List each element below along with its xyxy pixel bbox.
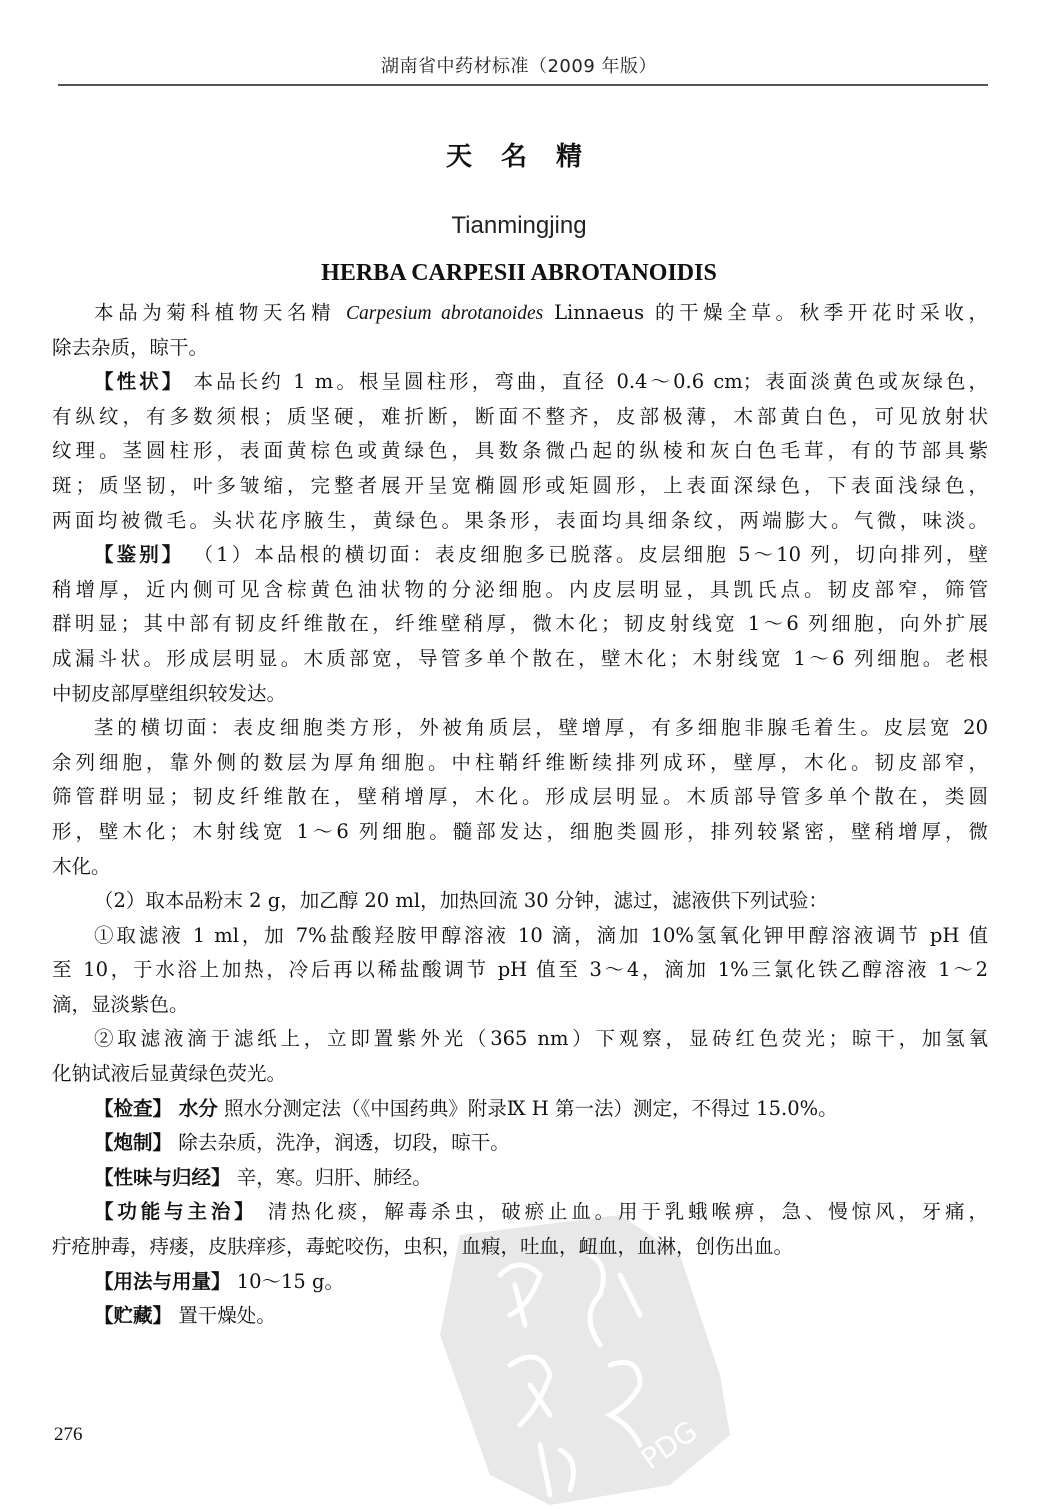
section-paozhi: 【炮制】 除去杂质，洗净，润透，切段，晾干。 [94,1131,510,1155]
text-line: 滴，显淡紫色。 [52,992,189,1016]
text-line: 筛管群明显；韧皮纤维散在，壁稍增厚，木化。形成层明显。木质部导管多单个散在，类圆 [52,785,988,809]
text-line: 有纵纹，有多数须根；质坚硬，难折断，断面不整齐，皮部极薄，木部黄白色，可见放射状 [52,404,988,428]
text-line: 形，壁木化；木射线宽 1～6 列细胞。髓部发达，细胞类圆形，排列较紧密，壁稍增厚，微 [52,819,988,843]
watermark-text: PDG [635,1414,704,1476]
text-line: 至 10，于水浴上加热，冷后再以稀盐酸调节 pH 值至 3～4，滴加 1%三氯化铁乙醇溶液 1～2 [52,958,988,982]
text-line: 群明显；其中部有韧皮纤维散在，纤维壁稍厚，微木化；韧皮射线宽 1～6 列细胞，向外扩展 [52,612,988,636]
text-line: （2）取本品粉末 2 g，加乙醇 20 ml，加热回流 30 分钟，滤过，滤液供下列试验： [94,889,828,913]
section-gongneng: 【功能与主治】 清热化痰，解毒杀虫，破瘀止血。用于乳蛾喉痹，急、慢惊风，牙痛， [94,1200,988,1224]
text-line: 稍增厚，近内侧可见含棕黄色油状物的分泌细胞。内皮层明显，具凯氏点。韧皮部窄，筛管 [52,577,988,601]
section-yongfa: 【用法与用量】 10～15 g。 [94,1269,345,1293]
section-zhucang: 【贮藏】 置干燥处。 [94,1304,276,1328]
text-line: ②取滤液滴于滤纸上，立即置紫外光（365 nm）下观察，显砖红色荧光；晾干，加氢氧 [94,1027,988,1051]
text-line: 两面均被微毛。头状花序腋生，黄绿色。果条形，表面均具细条纹，两端膨大。气微，味淡。 [52,508,988,532]
section-label: 【贮藏】 [94,1304,173,1328]
text-line: 余列细胞，靠外侧的数层为厚角细胞。中柱鞘纤维断续排列成环，壁厚，木化。韧皮部窄， [52,750,988,774]
text-line: 成漏斗状。形成层明显。木质部宽，导管多单个散在，壁木化；木射线宽 1～6 列细胞。老根 [52,646,988,670]
pinyin-name: Tianmingjing [451,212,587,239]
text-line: 化钠试液后显黄绿色荧光。 [52,1062,287,1086]
section-xingzhuang: 【性状】 本品长约 1 m。根呈圆柱形，弯曲，直径 0.4～0.6 cm；表面淡黄色或灰绿色， [94,370,988,394]
section-label: 【检查】 [94,1096,173,1120]
section-jianbie: 【鉴别】 （1）本品根的横切面：表皮细胞多已脱落。皮层细胞 5～10 列，切向排列，壁 [94,543,988,567]
section-xingwei: 【性味与归经】 辛，寒。归肝、肺经。 [94,1165,432,1189]
header-rule [58,84,988,86]
section-label: 【性状】 [94,370,185,394]
section-sublabel: 水分 [172,1096,218,1120]
monograph-title: 天 名 精 [445,142,593,172]
text-line: ①取滤液 1 ml，加 7%盐酸羟胺甲醇溶液 10 滴，滴加 10%氢氧化钾甲醇溶液调节 pH 值 [94,923,988,947]
section-label: 【炮制】 [94,1131,173,1155]
intro-line: 除去杂质，晾干。 [52,335,209,359]
species-name: Carpesium abrotanoides [346,303,544,324]
text-line: 斑；质坚韧，叶多皱缩，完整者展开呈宽椭圆形或矩圆形，上表面深绿色，下表面浅绿色， [52,473,988,497]
intro-line: 本品为菊科植物天名精 Carpesium abrotanoides Linnaeus 的干燥全草。秋季开花时采收， [94,301,988,324]
section-label: 【用法与用量】 [94,1269,231,1293]
page-number: 276 [54,1424,83,1445]
section-label: 【功能与主治】 [94,1200,258,1224]
monograph-body [52,296,988,1334]
section-label: 【鉴别】 [94,543,185,567]
section-label: 【性味与归经】 [94,1165,231,1189]
latin-name: HERBA CARPESII ABROTANOIDIS [321,260,717,286]
text-line: 木化。 [52,854,111,878]
text-line: 纹理。茎圆柱形，表面黄棕色或黄绿色，具数条微凸起的纵棱和灰白色毛茸，有的节部具紫 [52,439,988,463]
text-line: 中韧皮部厚壁组织较发达。 [52,681,287,705]
running-header: 湖南省中药材标准（2009 年版） [380,56,658,77]
text-line: 疔疮肿毒，痔瘘，皮肤痒疹，毒蛇咬伤，虫积，血瘕，吐血，衄血，血淋，创伤出血。 [52,1235,794,1259]
section-jiancha: 【检查】 水分 照水分测定法（《中国药典》附录Ⅸ H 第一法）测定，不得过 15.0%。 [94,1096,838,1120]
text-line: 茎的横切面：表皮细胞类方形，外被角质层，壁增厚，有多细胞非腺毛着生。皮层宽 20 [94,716,988,740]
